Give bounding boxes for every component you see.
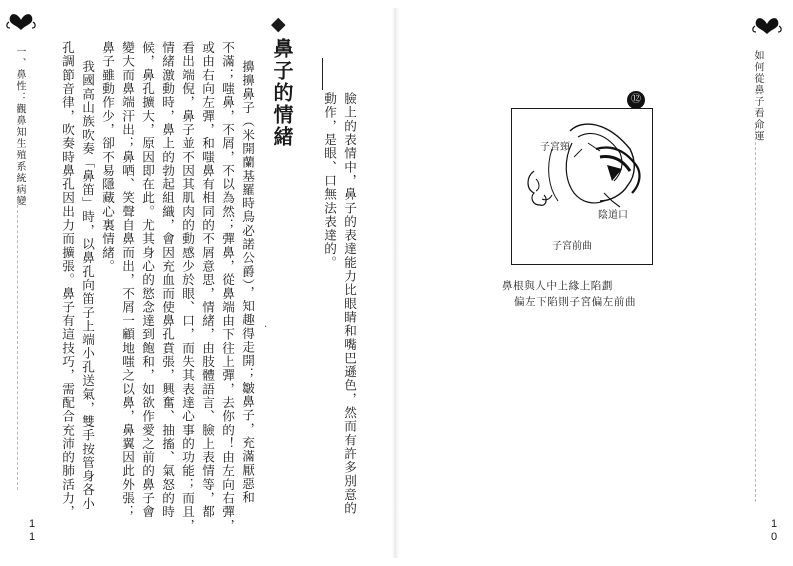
- header-divider: [755, 122, 756, 502]
- body-column: 擤擤鼻子（米開蘭基羅時鳥必諾公爵），知趣得走開；皺鼻子，充滿厭惡和: [240, 60, 255, 505]
- body-column: 候，鼻孔擴大，原因即在此。尤其身心的慾念達到飽和，如欲作愛之前的鼻子會: [140, 41, 155, 519]
- body-column: 情緒激動時，鼻上的勃起組織，會因充血而使鼻孔賁張，興奮、抽搐、氣怒的時: [160, 41, 175, 519]
- header-divider: [17, 200, 18, 490]
- lead-dash: [322, 58, 323, 90]
- lead-column: 臉上的表情中，鼻子的表達能力比眼睛和嘴巴遜色，然而有許多別意的: [342, 92, 357, 516]
- section-heading: [268, 13, 294, 148]
- figure-caption-line-1: 鼻根與人中上緣上陷劃: [502, 279, 613, 292]
- flourish-ornament-icon: [752, 14, 782, 38]
- body-column: 不滿；嗤鼻，不屑，不以為然；彈鼻，從鼻端由下往上彈，去你的！由左向右彈，: [220, 41, 235, 533]
- body-column: 我國高山族吹奏「鼻笛」時，以鼻孔向笛子上端小孔送氣，雙手按管身各小: [80, 60, 95, 511]
- body-column: 看出端倪，鼻子並不因其肌肉的動感少於眼、口，而失其表達心事的功能；而且，: [180, 41, 195, 533]
- body-column: 孔調節音律，吹奏時鼻孔因出力而擴張。鼻子有這技巧，需配合充沛的肺活力，: [60, 41, 75, 519]
- lead-column: 動作，是眼、口無法表達的。: [322, 92, 337, 270]
- running-header: 一、鼻性：觀鼻知生殖系統病變: [14, 46, 25, 207]
- label-cervix: 子宮頸: [540, 142, 570, 153]
- page-number: 10: [768, 518, 780, 544]
- scan-speck: ·: [264, 322, 268, 333]
- section-title: 鼻子的情緒: [270, 38, 294, 148]
- body-column: 鼻子雖動作少，卻不易隱藏心裏情緒。: [100, 41, 115, 274]
- flourish-ornament-icon: [6, 10, 36, 34]
- body-column: 或由右向左彈，和嗤鼻有相同的不屑意思，情緒，由肢體語言、臉上表情等，都: [200, 41, 215, 519]
- book-gutter: [392, 8, 400, 558]
- figure-caption-line-2: 偏左下陷則子宮偏左前曲: [514, 295, 637, 308]
- label-vaginal-opening: 陰道口: [598, 210, 628, 221]
- diamond-bullet-icon: ◆: [271, 13, 286, 35]
- anatomy-figure: [511, 108, 653, 265]
- running-header: 如何從鼻子看命運: [752, 50, 763, 142]
- page-number: 11: [26, 518, 38, 544]
- body-column: 變大而鼻端汗出；鼻哂、笑聲自鼻而出，不屑一顧地嗤之以鼻，鼻翼因此外張；: [120, 41, 135, 519]
- figure-number-badge: ⑫: [627, 91, 645, 109]
- label-uterus-anteflexion: 子宮前曲: [552, 241, 592, 252]
